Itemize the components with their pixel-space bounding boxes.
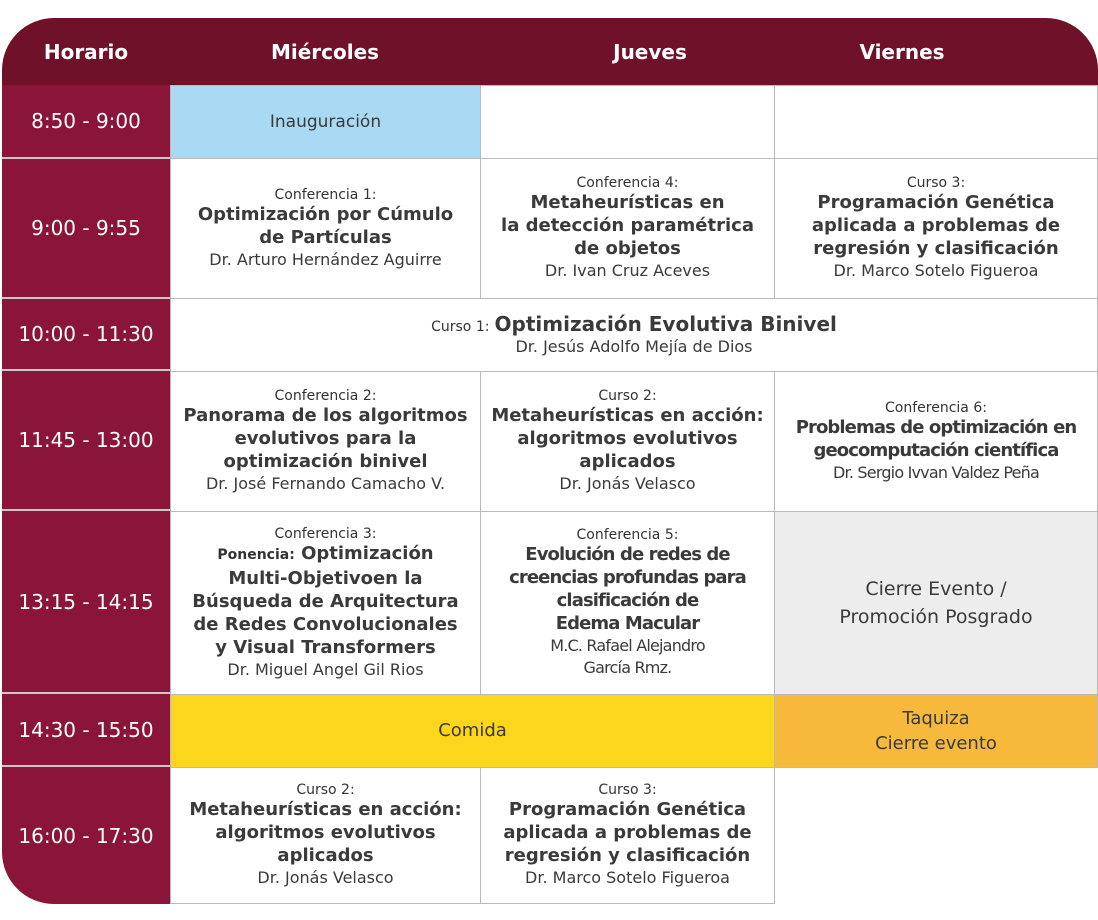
header-miercoles: Miércoles [270, 39, 380, 64]
session-label: Conferencia 6: [885, 399, 987, 416]
lunch-label: Comida [438, 720, 507, 741]
session-speaker: Dr. Ivan Cruz Aceves [544, 261, 711, 280]
session-speaker: Dr. Jonás Velasco [257, 868, 394, 887]
session-conferencia-2 [170, 371, 481, 512]
time-slot: 11:45 - 13:00 [2, 371, 170, 511]
session-title: Optimización por Cúmulo de Partículas [197, 203, 454, 248]
session-title: Programación Genética aplicada a problemas de regresión y clasificación [811, 192, 1061, 259]
session-speaker: Dr. Jonás Velasco [559, 474, 696, 493]
session-label: Curso 2: [296, 782, 355, 798]
session-curso-3-jueves [480, 767, 775, 904]
session-label: Conferencia 3: [274, 525, 377, 542]
opening-cell [170, 85, 481, 159]
session-label: Conferencia 4: [576, 175, 679, 191]
session-label: Curso 1: [431, 319, 490, 335]
session-title: Optimización Evolutiva Binivel [494, 312, 837, 336]
session-title: Metaheurísticas en acción: algoritmos evolutivos aplicados [491, 405, 764, 472]
closing-label: Cierre Evento / Promoción Posgrado [839, 578, 1033, 628]
session-curso-1 [170, 298, 1098, 372]
session-title: Evolución de redes de creencias profundas para clasificación de Edema Macular [509, 544, 746, 634]
session-title: Metaheurísticas en acción: algoritmos evolutivos aplicados [189, 799, 462, 866]
session-speaker: Dr. José Fernando Camacho V. [205, 474, 446, 493]
session-conferencia-6 [774, 371, 1098, 512]
session-title: Panorama de los algoritmos evolutivos para la optimización binivel [183, 405, 468, 472]
header-viernes: Viernes [859, 39, 945, 64]
session-speaker: Dr. Jesús Adolfo Mejía de Dios [515, 337, 753, 356]
time-slot: 13:15 - 14:15 [2, 511, 170, 694]
session-label: Curso 2: [598, 388, 657, 404]
time-slot: 10:00 - 11:30 [2, 299, 170, 371]
time-slot: 14:30 - 15:50 [2, 694, 170, 767]
session-speaker: Dr. Marco Sotelo Figueroa [525, 868, 730, 887]
session-label: Conferencia 2: [274, 388, 377, 404]
session-title: Ponencia: Optimización Multi-Objetivoen la Búsqueda de Arquitectura de Redes Convolucionales y Visual Transformers [192, 542, 459, 658]
session-conferencia-5 [480, 511, 775, 695]
time-slot: 8:50 - 9:00 [2, 85, 170, 159]
session-curso-2-viernes [170, 767, 481, 904]
header-horario: Horario [43, 39, 129, 64]
session-headline [431, 312, 837, 336]
session-title: Problemas de optimización en geocomputación científica [795, 416, 1077, 461]
time-slot: 16:00 - 17:30 [18, 823, 154, 848]
time-column [2, 85, 170, 904]
session-conferencia-4 [480, 158, 775, 299]
session-speaker: M.C. Rafael Alejandro García Rmz. [550, 636, 705, 677]
session-speaker: Dr. Miguel Angel Gil Rios [227, 659, 424, 679]
session-curso-3 [774, 158, 1098, 299]
header-jueves: Jueves [613, 39, 687, 64]
session-label: Curso 3: [906, 175, 966, 191]
opening-label: Inauguración [269, 112, 382, 132]
session-label: Conferencia 1: [274, 186, 377, 203]
session-conferencia-3 [170, 511, 481, 695]
session-label: Curso 3: [598, 782, 657, 798]
time-slot: 9:00 - 9:55 [2, 159, 170, 299]
session-title: Metaheurísticas en la detección paramétrica de objetos [501, 192, 754, 259]
table-header [2, 18, 1098, 85]
schedule-table [2, 18, 1098, 904]
closing-cell [774, 511, 1098, 695]
empty-cell [774, 85, 1098, 159]
empty-cell [480, 85, 775, 159]
lunch-cell [170, 694, 775, 768]
session-title: Programación Genética aplicada a problemas de regresión y clasificación [503, 799, 752, 866]
session-conferencia-1 [170, 158, 481, 299]
session-speaker: Dr. Arturo Hernández Aguirre [209, 249, 442, 269]
taquiza-cell [774, 694, 1098, 768]
session-label: Conferencia 5: [576, 527, 679, 543]
session-speaker: Dr. Sergio Ivvan Valdez Peña [833, 462, 1039, 482]
session-prefix: Ponencia: [217, 546, 295, 563]
session-curso-2 [480, 371, 775, 512]
session-speaker: Dr. Marco Sotelo Figueroa [833, 261, 1039, 280]
taquiza-label: Taquiza Cierre evento [875, 708, 997, 754]
